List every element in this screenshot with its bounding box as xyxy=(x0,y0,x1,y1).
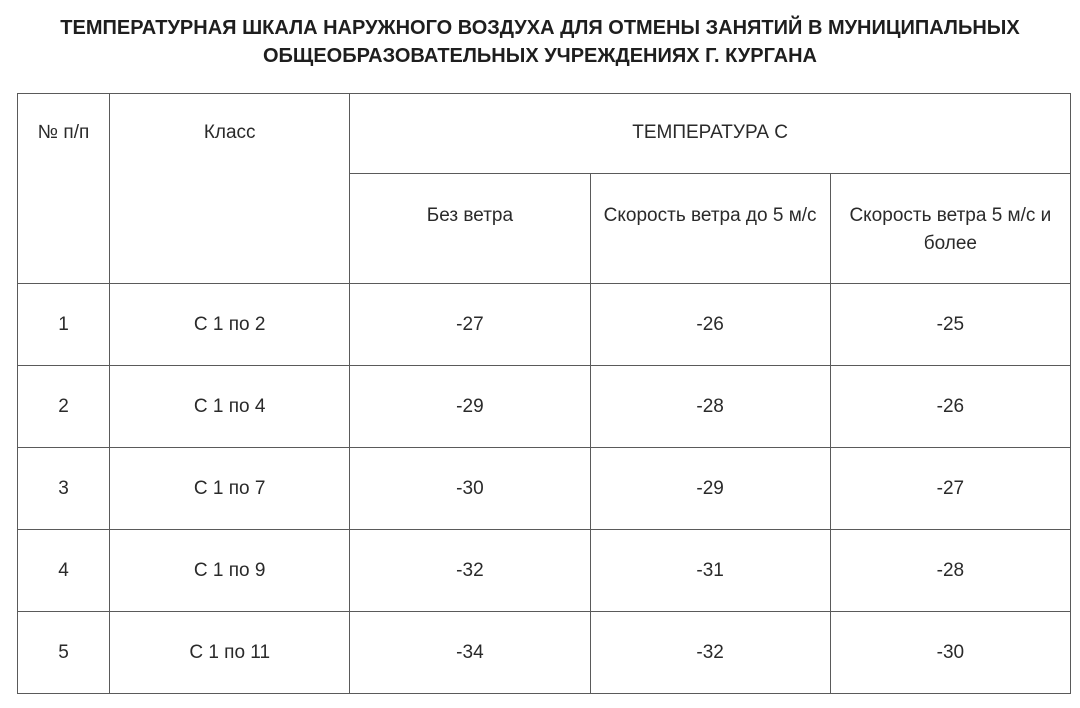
row-num: 4 xyxy=(18,530,110,612)
temperature-table xyxy=(17,93,1071,694)
table-row xyxy=(18,530,1071,612)
table-row xyxy=(18,448,1071,530)
row-class: С 1 по 7 xyxy=(110,448,350,530)
document-title xyxy=(0,14,1080,70)
row-no-wind: -27 xyxy=(350,284,590,366)
row-wind-5-plus: -27 xyxy=(830,448,1070,530)
table-row xyxy=(18,366,1071,448)
header-class: Класс xyxy=(110,94,350,284)
row-num: 5 xyxy=(18,612,110,694)
table-row xyxy=(18,284,1071,366)
row-no-wind: -34 xyxy=(350,612,590,694)
title-line-1: ТЕМПЕРАТУРНАЯ ШКАЛА НАРУЖНОГО ВОЗДУХА ДЛЯ ОТМЕНЫ ЗАНЯТИЙ В МУНИЦИПАЛЬНЫХ xyxy=(60,17,1020,39)
row-no-wind: -32 xyxy=(350,530,590,612)
row-wind-5-plus: -26 xyxy=(830,366,1070,448)
row-class: С 1 по 11 xyxy=(110,612,350,694)
row-num: 3 xyxy=(18,448,110,530)
row-class: С 1 по 9 xyxy=(110,530,350,612)
row-wind-under-5: -26 xyxy=(590,284,830,366)
row-class: С 1 по 2 xyxy=(110,284,350,366)
row-no-wind: -30 xyxy=(350,448,590,530)
header-temperature: ТЕМПЕРАТУРА С xyxy=(350,94,1071,174)
header-num: № п/п xyxy=(18,94,110,284)
row-wind-under-5: -29 xyxy=(590,448,830,530)
row-wind-under-5: -31 xyxy=(590,530,830,612)
header-row xyxy=(18,94,1071,174)
row-no-wind: -29 xyxy=(350,366,590,448)
row-num: 1 xyxy=(18,284,110,366)
row-wind-5-plus: -25 xyxy=(830,284,1070,366)
row-wind-5-plus: -30 xyxy=(830,612,1070,694)
row-wind-under-5: -28 xyxy=(590,366,830,448)
row-class: С 1 по 4 xyxy=(110,366,350,448)
header-wind-under-5: Скорость ветра до 5 м/с xyxy=(590,174,830,284)
header-wind-5-plus: Скорость ветра 5 м/с и более xyxy=(830,174,1070,284)
title-line-2: ОБЩЕОБРАЗОВАТЕЛЬНЫХ УЧРЕЖДЕНИЯХ Г. КУРГАНА xyxy=(263,45,817,67)
table-row xyxy=(18,612,1071,694)
row-wind-under-5: -32 xyxy=(590,612,830,694)
row-num: 2 xyxy=(18,366,110,448)
row-wind-5-plus: -28 xyxy=(830,530,1070,612)
header-no-wind: Без ветра xyxy=(350,174,590,284)
